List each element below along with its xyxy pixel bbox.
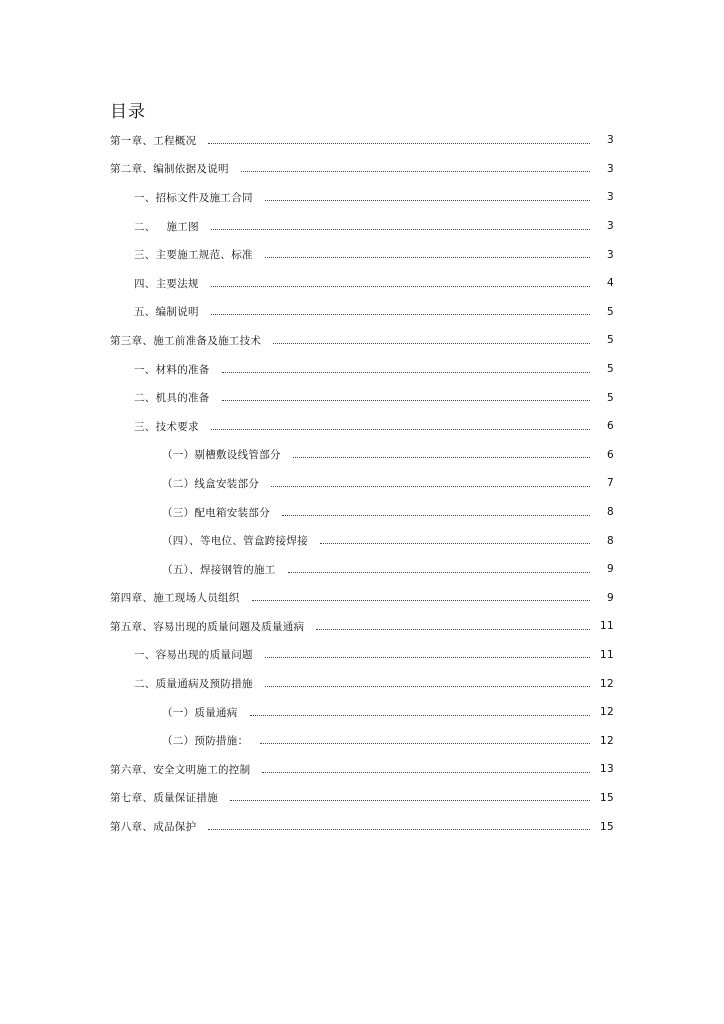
toc-entry-text: （一）质量通病 [162, 706, 238, 719]
toc-page-number: 6 [607, 448, 614, 461]
toc-entry[interactable] [0, 469, 724, 498]
toc-page-number: 6 [607, 420, 614, 433]
toc-entry-text: 一、招标文件及施工合同 [134, 191, 253, 204]
toc-dot-leader [260, 743, 590, 744]
toc-dot-leader [282, 515, 590, 516]
toc-dot-leader [265, 200, 590, 201]
toc-dot-leader [262, 772, 590, 773]
toc-entry-text: 四、主要法规 [134, 277, 199, 290]
toc-entry[interactable] [0, 212, 724, 241]
toc-entry[interactable] [0, 383, 724, 412]
toc-entry[interactable] [0, 441, 724, 470]
toc-page-number: 3 [607, 248, 614, 261]
toc-page-number: 9 [607, 563, 614, 576]
toc-entry-text: 第四章、施工现场人员组织 [110, 592, 240, 605]
toc-dot-leader [265, 686, 590, 687]
toc-page-number: 3 [607, 162, 614, 175]
toc-dot-leader [271, 486, 590, 487]
toc-entry-text: 二、 施工图 [134, 220, 199, 233]
toc-dot-leader [211, 314, 590, 315]
toc-page-number: 12 [600, 734, 614, 747]
toc-entry-text: 第五章、容易出现的质量问题及质量通病 [110, 620, 305, 633]
toc-entry-text: （四）、等电位、管盒跨接焊接 [162, 535, 308, 548]
toc-page-number: 3 [607, 134, 614, 147]
toc-dot-leader [222, 372, 590, 373]
toc-dot-leader [241, 171, 590, 172]
toc-dot-leader [252, 600, 590, 601]
toc-page-number: 12 [600, 706, 614, 719]
toc-entry[interactable] [0, 812, 724, 841]
toc-entry[interactable] [0, 240, 724, 269]
toc-dot-leader [208, 829, 590, 830]
toc-entry[interactable] [0, 269, 724, 298]
toc-entry[interactable] [0, 126, 724, 155]
toc-entry-text: 二、机具的准备 [134, 392, 210, 405]
toc-entry[interactable] [0, 526, 724, 555]
toc-page-number: 5 [607, 391, 614, 404]
toc-entry[interactable] [0, 726, 724, 755]
toc-dot-leader [250, 715, 590, 716]
toc-dot-leader [230, 800, 590, 801]
toc-entry-text: 第三章、施工前准备及施工技术 [110, 334, 262, 347]
toc-entry[interactable] [0, 183, 724, 212]
toc-entry[interactable] [0, 784, 724, 813]
toc-entry-text: 一、材料的准备 [134, 363, 210, 376]
toc-page-number: 8 [607, 506, 614, 519]
toc-entry[interactable] [0, 355, 724, 384]
toc-page-number: 12 [600, 677, 614, 690]
toc-entry-text: （五）、焊接钢管的施工 [162, 563, 276, 576]
toc-entry[interactable] [0, 555, 724, 584]
toc-entry[interactable] [0, 584, 724, 613]
toc-page-number: 3 [607, 220, 614, 233]
toc-entry-text: 五、编制说明 [134, 306, 199, 319]
toc-page-number: 7 [607, 477, 614, 490]
toc-entry-text: 三、主要施工规范、标准 [134, 249, 253, 262]
toc-page-number: 11 [600, 620, 614, 633]
toc-page-number: 3 [607, 191, 614, 204]
toc-entry[interactable] [0, 326, 724, 355]
toc-page-number: 9 [607, 591, 614, 604]
toc-dot-leader [211, 229, 590, 230]
toc-dot-leader [265, 657, 590, 658]
toc-page-number: 5 [607, 363, 614, 376]
toc-dot-leader [265, 257, 590, 258]
toc-entry[interactable] [0, 298, 724, 327]
toc-entry-text: 第七章、质量保证措施 [110, 792, 218, 805]
toc-page-number: 15 [600, 791, 614, 804]
toc-entry-text: 第二章、编制依据及说明 [110, 163, 229, 176]
toc-dot-leader [208, 143, 590, 144]
toc-page-number: 13 [600, 763, 614, 776]
toc-entry-text: （三）配电箱安装部分 [162, 506, 270, 519]
toc-entry-text: （二）预防措施： [162, 735, 249, 748]
toc-entry-text: （二）线盒安装部分 [162, 477, 260, 490]
toc-dot-leader [222, 400, 590, 401]
toc-list [0, 126, 724, 841]
toc-title: 目录 [110, 102, 146, 122]
toc-entry-text: 第一章、工程概况 [110, 134, 197, 147]
toc-entry-text: 三、技术要求 [134, 420, 199, 433]
toc-entry[interactable] [0, 498, 724, 527]
toc-page-number: 15 [600, 820, 614, 833]
toc-dot-leader [273, 343, 590, 344]
toc-dot-leader [316, 629, 590, 630]
toc-page-number: 5 [607, 334, 614, 347]
toc-entry[interactable] [0, 155, 724, 184]
toc-page-number: 11 [600, 648, 614, 661]
toc-entry-text: 二、质量通病及预防措施 [134, 678, 253, 691]
toc-entry[interactable] [0, 669, 724, 698]
toc-entry[interactable] [0, 412, 724, 441]
toc-entry[interactable] [0, 641, 724, 670]
toc-page-number: 8 [607, 534, 614, 547]
toc-dot-leader [320, 543, 590, 544]
toc-dot-leader [211, 286, 590, 287]
toc-page-number: 5 [607, 305, 614, 318]
toc-dot-leader [288, 572, 590, 573]
toc-entry[interactable] [0, 698, 724, 727]
toc-dot-leader [211, 429, 590, 430]
toc-entry-text: （一）剔槽敷设线管部分 [162, 449, 281, 462]
toc-page-number: 4 [607, 277, 614, 290]
toc-entry-text: 第八章、成品保护 [110, 821, 197, 834]
toc-entry[interactable] [0, 755, 724, 784]
toc-entry-text: 一、容易出现的质量问题 [134, 649, 253, 662]
toc-entry-text: 第六章、安全文明施工的控制 [110, 763, 251, 776]
toc-entry[interactable] [0, 612, 724, 641]
toc-dot-leader [293, 457, 590, 458]
